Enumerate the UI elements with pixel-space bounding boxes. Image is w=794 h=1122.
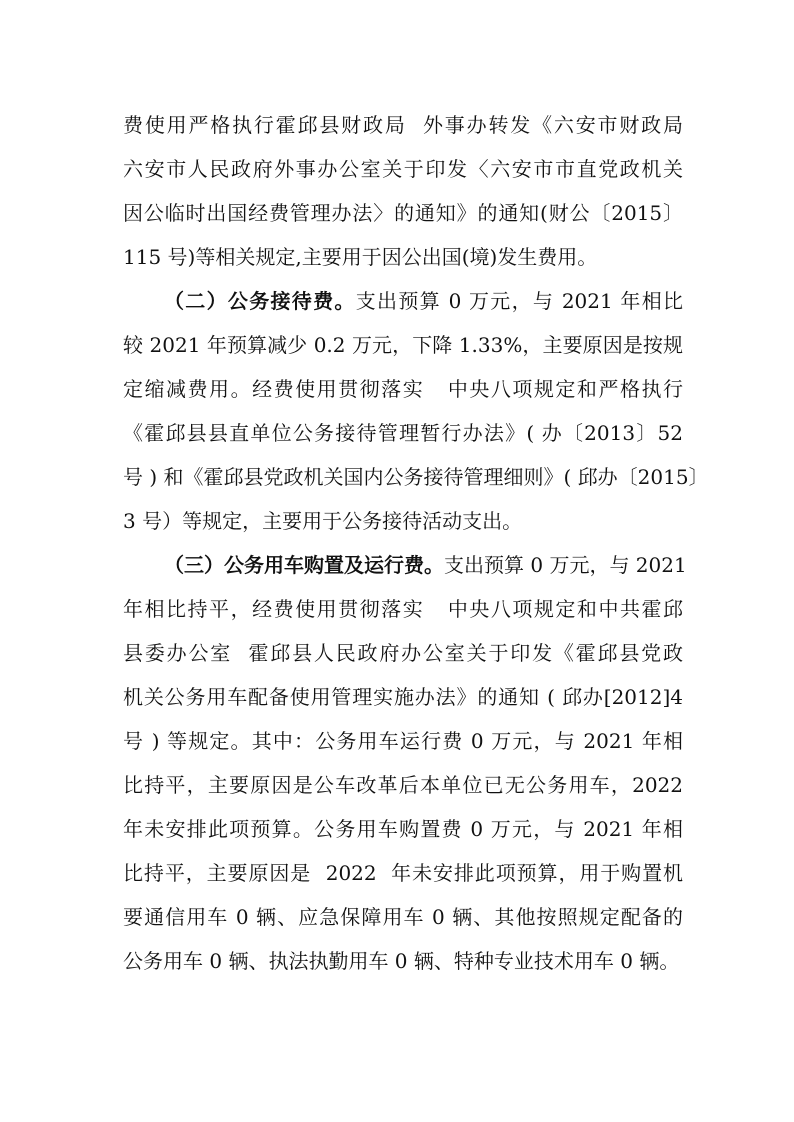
text-line-content: 因公临时出国经费管理办法〉的通知》的通知(财公〔2015〕 (123, 201, 683, 225)
text-line (123, 323, 683, 367)
text-line (123, 147, 683, 191)
section-heading-line (123, 279, 683, 323)
text-line (123, 895, 683, 939)
text-line-content (164, 279, 683, 323)
text-line (123, 455, 709, 499)
text-line-content: 定缩减费用。经费使用贯彻落实 中央八项规定和严格执行 (123, 377, 683, 401)
document-body (123, 103, 709, 983)
text-line-content: 号 ) 和《霍邱县党政机关国内公务接待管理细则》( 邱办〔2015〕 (123, 465, 709, 489)
text-line (123, 807, 683, 851)
text-line (123, 939, 683, 983)
text-line-content: 3 号）等规定，主要用于公务接待活动支出。 (123, 509, 523, 533)
text-line (123, 763, 683, 807)
text-line-content: 115 号)等相关规定,主要用于因公出国(境)发生费用。 (123, 245, 598, 269)
section-heading: （二）公务接待费。 (164, 289, 356, 313)
text-line-content: 费使用严格执行霍邱县财政局 外事办转发《六安市财政局 (123, 113, 683, 137)
text-line (123, 675, 683, 719)
text-line (123, 587, 683, 631)
text-line (123, 191, 683, 235)
text-line-content: 要通信用车 0 辆、应急保障用车 0 辆、其他按照规定配备的 (123, 905, 683, 929)
text-line-content: 公务用车 0 辆、执法执勤用车 0 辆、特种专业技术用车 0 辆。 (123, 949, 680, 973)
text-line (123, 103, 683, 147)
text-line (123, 411, 683, 455)
text-line-content: 年相比持平，经费使用贯彻落实 中央八项规定和中共霍邱 (123, 597, 683, 621)
text-line-content: 《霍邱县县直单位公务接待管理暂行办法》( 办〔2013〕52 (123, 421, 683, 445)
text-line-content: 比持平，主要原因是 2022 年未安排此项预算，用于购置机 (123, 861, 683, 885)
text-line-content: 较 2021 年预算减少 0.2 万元，下降 1.33%，主要原因是按规 (123, 333, 683, 357)
text-line (123, 367, 683, 411)
text-line-content: 年未安排此项预算。公务用车购置费 0 万元，与 2021 年相 (123, 817, 683, 841)
text-line-content: 号 ) 等规定。其中：公务用车运行费 0 万元，与 2021 年相 (123, 729, 683, 753)
text-line (123, 631, 683, 675)
section-heading-rest: 支出预算 0 万元，与 2021 年相比 (355, 289, 683, 313)
section-heading-line (123, 543, 687, 587)
text-line-content (164, 543, 687, 587)
text-line-content: 比持平，主要原因是公车改革后本单位已无公务用车，2022 (123, 773, 683, 797)
text-line (123, 851, 683, 895)
section-heading-rest: 支出预算 0 万元，与 2021 (444, 553, 687, 577)
section-heading: （三）公务用车购置及运行费。 (164, 553, 444, 577)
text-line-content: 六安市人民政府外事办公室关于印发〈六安市市直党政机关 (123, 157, 683, 181)
text-line-content: 县委办公室 霍邱县人民政府办公室关于印发《霍邱县党政 (123, 641, 683, 665)
text-line (123, 235, 683, 279)
text-line-content: 机关公务用车配备使用管理实施办法》的通知 ( 邱办[2012]4 (123, 685, 683, 709)
text-line (123, 719, 683, 763)
text-line (123, 499, 683, 543)
